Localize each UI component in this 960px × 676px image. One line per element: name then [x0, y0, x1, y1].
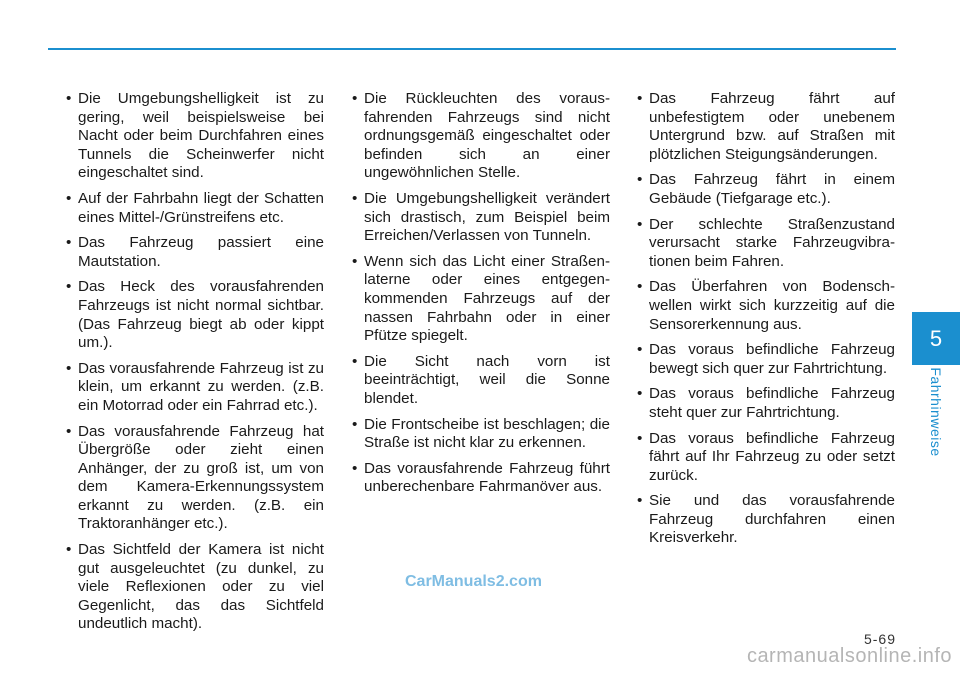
list-item: • Der schlechte Straßenzustand verursacht starke Fahrzeugvibrationen beim Fahren. [637, 216, 895, 272]
list-item: • Die Frontscheibe ist beschlagen; die Straße ist nicht klar zu erkennen. [352, 416, 610, 453]
list-item: • Das voraus befindliche Fahrzeug steht quer zur Fahrtrichtung. [637, 385, 895, 422]
list-item: • Die Rückleuchten des vorausfahrenden Fahrzeugs sind nicht ordnungsgemäß eingeschaltet oder befinden sich an einer ungewöhnlichen Stelle. [352, 90, 610, 183]
page-number: 5-69 [863, 631, 896, 647]
list-item: • Die Umgebungshelligkeit ist zu gering, weil beispielsweise bei Nacht oder beim Durchfahren eines Tunnels die Scheinwerfer nicht eingeschaltet sind. [66, 90, 324, 183]
list-item: • Das vorausfahrende Fahrzeug führt unberechenbare Fahrmanöver aus. [352, 460, 610, 497]
footer-watermark: carmanualsonline.info [746, 645, 952, 667]
watermark-link[interactable]: CarManuals2.com [405, 573, 542, 590]
column-3 [637, 90, 895, 555]
list-item: • Die Umgebungshelligkeit verändert sich drastisch, zum Beispiel beim Erreichen/Verlassen von Tunneln. [352, 190, 610, 246]
list-item: • Die Sicht nach vorn ist beeinträchtigt, weil die Sonne blendet. [352, 353, 610, 409]
chapter-number-tab [912, 312, 960, 365]
chapter-title: Fahrhinweise [928, 367, 944, 457]
list-item: • Sie und das vorausfahrende Fahrzeug durchfahren einen Kreisverkehr. [637, 492, 895, 548]
list-item: • Das Fahrzeug fährt in einem Gebäude (Tiefgarage etc.). [637, 171, 895, 208]
list-item: • Das Überfahren von Bodenschwellen wirkt sich kurzzeitig auf die Sensorerkennung aus. [637, 278, 895, 334]
list-item: • Das voraus befindliche Fahrzeug fährt auf Ihr Fahrzeug zu oder setzt zurück. [637, 430, 895, 486]
chapter-number: 5 [929, 325, 943, 351]
list-item: • Das Fahrzeug fährt auf unbefestigtem oder unebenem Untergrund bzw. auf Straßen mit plötzlichen Steigungsänderungen. [637, 90, 895, 164]
list-item: • Das vorausfahrende Fahrzeug hat Übergröße oder zieht einen Anhänger, der zu groß ist, um von dem Kamera-Erkennungssystem erkannt zu werden. (z.B. ein Traktoranhänger etc.). [66, 423, 324, 535]
list-item: • Wenn sich das Licht einer Straßenlaterne oder eines entgegenkommenden Fahrzeugs auf der nassen Fahrbahn oder in einer Pfütze spiegelt. [352, 253, 610, 346]
list-item: • Das vorausfahrende Fahrzeug ist zu klein, um erkannt zu werden. (z.B. ein Motorrad oder ein Fahrrad etc.). [66, 360, 324, 416]
header-rule [48, 48, 896, 50]
list-item: • Auf der Fahrbahn liegt der Schatten eines Mittel-/Grünstreifens etc. [66, 190, 324, 227]
list-item: • Das voraus befindliche Fahrzeug bewegt sich quer zur Fahrtrichtung. [637, 341, 895, 378]
list-item: • Das Heck des vorausfahrenden Fahrzeugs ist nicht normal sichtbar. (Das Fahrzeug biegt ab oder kippt um.). [66, 278, 324, 352]
column-2 [352, 90, 610, 504]
list-item: • Das Fahrzeug passiert eine Mautstation. [66, 234, 324, 271]
column-1 [66, 90, 324, 641]
list-item: • Das Sichtfeld der Kamera ist nicht gut ausgeleuchtet (zu dunkel, zu viele Reflexionen oder zu viel Gegenlicht, das das Sichtfeld undeutlich macht). [66, 541, 324, 634]
